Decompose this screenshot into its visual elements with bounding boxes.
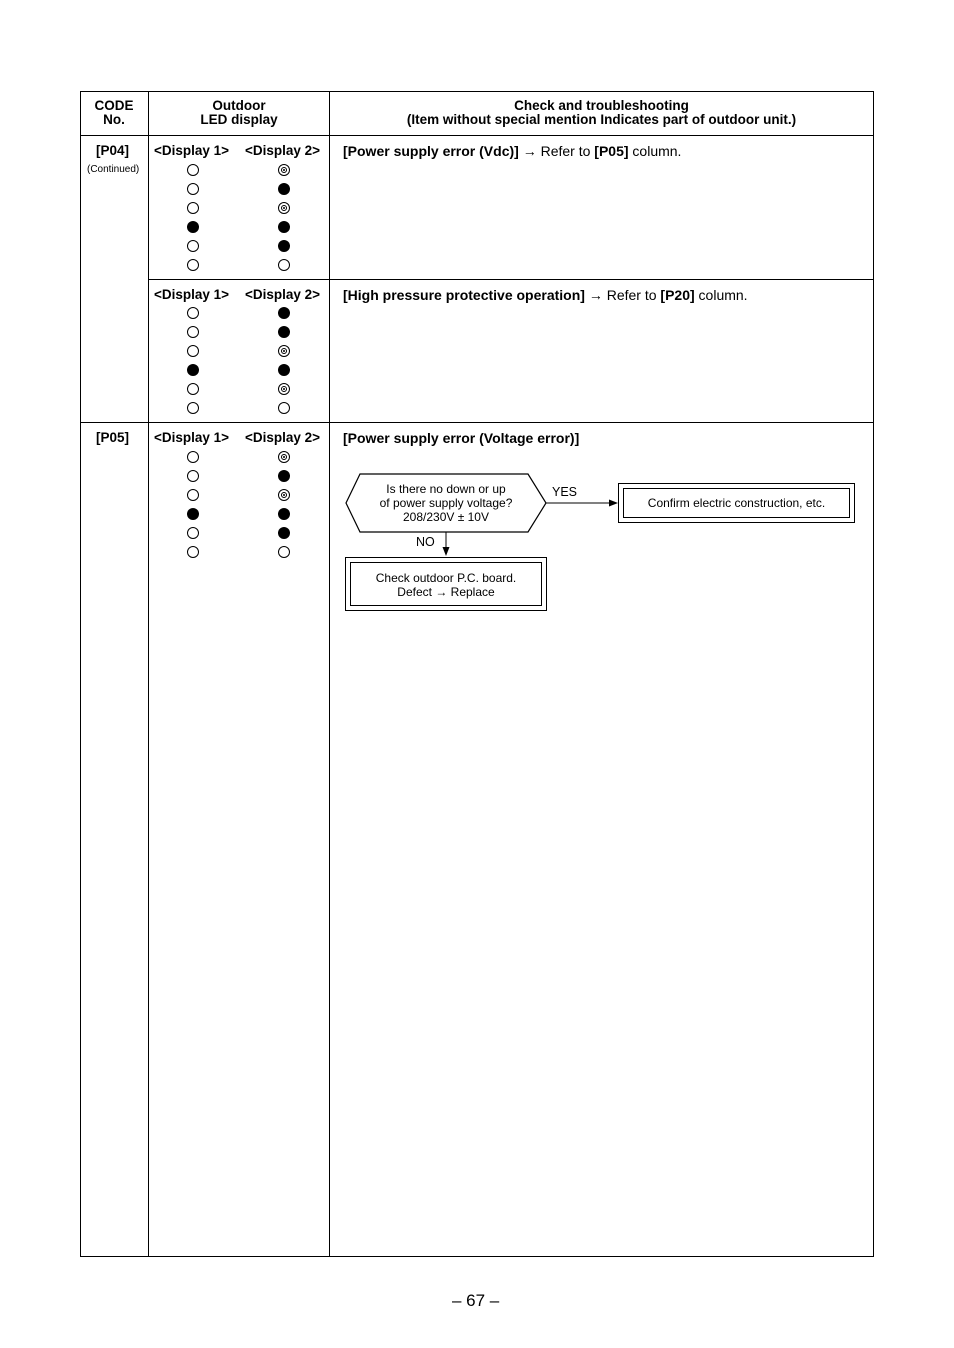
arrow-icon: → xyxy=(522,143,537,159)
led-flash-icon xyxy=(278,383,290,395)
arrow-icon: → xyxy=(588,287,603,303)
row-code-note: (Continued) xyxy=(87,164,140,175)
led-off-icon xyxy=(278,259,290,271)
no-result-line2: Defect → Replace xyxy=(397,585,495,599)
led-off-icon xyxy=(187,202,199,214)
led-on-icon xyxy=(278,527,290,539)
led-flash-icon xyxy=(278,345,290,357)
header-code-label: CODE xyxy=(94,98,134,113)
led-off-icon xyxy=(187,451,199,463)
no-result-text xyxy=(346,571,546,599)
led-off-icon xyxy=(278,402,290,414)
refer-code: [P20] xyxy=(660,287,695,303)
page-number: – 67 – xyxy=(452,1291,500,1310)
header-check xyxy=(330,99,873,127)
header-divider xyxy=(80,135,874,136)
led-on-icon xyxy=(187,364,199,376)
decision-line1: Is there no down or up xyxy=(386,482,506,496)
refer-text: Refer to xyxy=(606,287,657,303)
led-off-icon xyxy=(187,527,199,539)
led-off-icon xyxy=(187,259,199,271)
decision-text xyxy=(360,482,532,524)
led-on-icon xyxy=(278,240,290,252)
led-flash-icon xyxy=(278,489,290,501)
header-code xyxy=(80,99,148,127)
refer-suffix: column. xyxy=(632,143,682,159)
yes-label: YES xyxy=(552,485,578,499)
row-title: [High pressure protective operation] xyxy=(343,287,585,303)
header-check-line1: Check and troubleshooting xyxy=(514,98,689,113)
led-off-icon xyxy=(187,326,199,338)
led-on-icon xyxy=(278,470,290,482)
yes-arrowhead xyxy=(609,500,618,507)
led-off-icon xyxy=(187,164,199,176)
led-on-icon xyxy=(187,221,199,233)
row-divider-p05 xyxy=(80,422,874,423)
led-on-icon xyxy=(278,326,290,338)
led-on-icon xyxy=(278,307,290,319)
decision-line2: of power supply voltage? xyxy=(379,496,513,510)
display1-label: <Display 1> xyxy=(154,430,230,445)
led-flash-icon xyxy=(278,451,290,463)
no-result-box xyxy=(345,557,547,611)
led-off-icon xyxy=(187,489,199,501)
led-flash-icon xyxy=(278,202,290,214)
column-divider-led xyxy=(329,91,330,1257)
row-description xyxy=(343,287,748,303)
decision-line3: 208/230V ± 10V xyxy=(403,510,489,524)
led-off-icon xyxy=(187,470,199,482)
header-led-line2: LED display xyxy=(200,112,278,127)
led-off-icon xyxy=(187,345,199,357)
row-description xyxy=(343,143,681,159)
led-on-icon xyxy=(278,183,290,195)
led-off-icon xyxy=(187,402,199,414)
led-on-icon xyxy=(278,508,290,520)
refer-code: [P05] xyxy=(594,143,629,159)
display2-label: <Display 2> xyxy=(245,143,321,158)
led-off-icon xyxy=(187,307,199,319)
header-led-line1: Outdoor xyxy=(212,98,266,113)
display2-label: <Display 2> xyxy=(245,287,321,302)
yes-result-box xyxy=(618,483,855,523)
header-led xyxy=(149,99,329,127)
refer-suffix: column. xyxy=(698,287,748,303)
display1-label: <Display 1> xyxy=(154,287,230,302)
led-off-icon xyxy=(187,383,199,395)
led-off-icon xyxy=(187,183,199,195)
refer-text: Refer to xyxy=(540,143,591,159)
no-arrowhead xyxy=(443,547,450,556)
header-no-label: No. xyxy=(103,112,125,127)
row-title-text: [Power supply error (Voltage error)] xyxy=(343,430,580,446)
no-label: NO xyxy=(416,535,435,549)
row-divider-p04-sub xyxy=(148,279,874,280)
no-result-line1: Check outdoor P.C. board. xyxy=(375,571,517,585)
led-off-icon xyxy=(187,240,199,252)
led-on-icon xyxy=(278,221,290,233)
led-off-icon xyxy=(187,546,199,558)
row-code: [P04] xyxy=(96,143,130,158)
column-divider-code xyxy=(148,91,149,1257)
led-on-icon xyxy=(278,364,290,376)
row-title: [Power supply error (Vdc)] xyxy=(343,143,519,159)
yes-result-text: Confirm electric construction, etc. xyxy=(647,496,826,510)
led-off-icon xyxy=(278,546,290,558)
display1-label: <Display 1> xyxy=(154,143,230,158)
row-title xyxy=(343,430,579,446)
led-flash-icon xyxy=(278,164,290,176)
header-check-line2: (Item without special mention Indicates part of outdoor unit.) xyxy=(406,112,797,127)
troubleshooting-table xyxy=(80,91,874,1257)
row-code: [P05] xyxy=(96,430,130,445)
display2-label: <Display 2> xyxy=(245,430,321,445)
led-on-icon xyxy=(187,508,199,520)
